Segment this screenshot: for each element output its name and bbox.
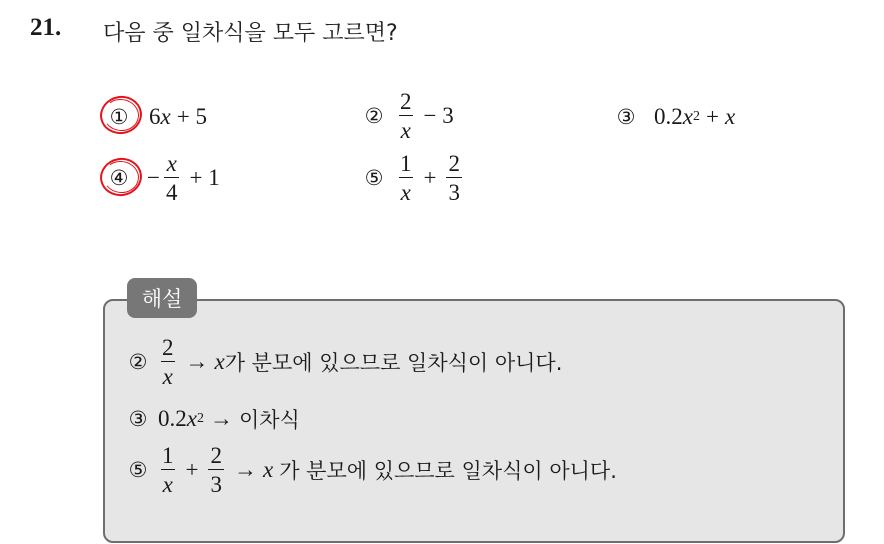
variable: x bbox=[262, 457, 274, 482]
coefficient: 0.2 bbox=[158, 406, 187, 431]
variable: x bbox=[214, 349, 225, 374]
denominator: 4 bbox=[164, 177, 180, 204]
denominator: x bbox=[399, 115, 413, 142]
fraction bbox=[160, 444, 176, 496]
arrow: → bbox=[233, 457, 257, 482]
numerator: 1 bbox=[400, 151, 412, 176]
denominator: x bbox=[161, 469, 175, 496]
arrow: → bbox=[185, 349, 209, 374]
arrow: → bbox=[209, 406, 233, 431]
variable: x bbox=[682, 104, 693, 129]
solution-line-5 bbox=[124, 444, 617, 496]
numerator: 1 bbox=[162, 443, 174, 468]
exponent: 2 bbox=[692, 109, 700, 124]
denominator: 3 bbox=[208, 469, 224, 496]
choice-number: ⑤ bbox=[128, 457, 148, 482]
fraction bbox=[160, 336, 176, 388]
coefficient: 6 bbox=[149, 104, 161, 129]
denominator: x bbox=[399, 177, 413, 204]
coefficient: 0.2 bbox=[654, 104, 683, 129]
fraction bbox=[164, 152, 180, 204]
variable: x bbox=[724, 104, 736, 129]
operator: + bbox=[185, 457, 199, 482]
fraction bbox=[398, 90, 414, 142]
numerator: x bbox=[166, 151, 177, 176]
choice-4[interactable] bbox=[105, 152, 226, 204]
choice-number: ⑤ bbox=[364, 165, 384, 190]
choice-2[interactable] bbox=[360, 90, 460, 142]
denominator: x bbox=[161, 361, 175, 388]
exponent: 2 bbox=[196, 411, 204, 426]
fraction bbox=[398, 152, 414, 204]
question-number: 21. bbox=[30, 14, 62, 41]
term: − 3 bbox=[423, 103, 454, 128]
solution-line-2 bbox=[124, 336, 562, 388]
term: + 1 bbox=[189, 165, 220, 190]
choice-5[interactable] bbox=[360, 152, 466, 204]
numerator: 2 bbox=[162, 335, 174, 360]
choice-number: ② bbox=[128, 349, 148, 374]
fraction bbox=[208, 444, 224, 496]
numerator: 2 bbox=[400, 89, 412, 114]
choice-number: ④ bbox=[109, 165, 129, 190]
operator: + bbox=[705, 104, 719, 129]
choice-number: ① bbox=[109, 104, 129, 129]
denominator: 3 bbox=[446, 177, 462, 204]
solution-tag: 해설 bbox=[127, 278, 197, 318]
numerator: 2 bbox=[210, 443, 222, 468]
numerator: 2 bbox=[448, 151, 460, 176]
choice-number: ② bbox=[364, 103, 384, 128]
operator: + bbox=[423, 165, 437, 190]
choice-1[interactable] bbox=[105, 104, 213, 130]
choice-number: ③ bbox=[128, 406, 148, 431]
fraction bbox=[446, 152, 462, 204]
solution-line-3 bbox=[124, 404, 300, 434]
explanation-text: 가 분모에 있으므로 일차식이 아니다. bbox=[224, 351, 563, 375]
question-text: 다음 중 일차식을 모두 고르면? bbox=[103, 21, 398, 46]
choice-number: ③ bbox=[616, 104, 636, 129]
explanation-text: 이차식 bbox=[238, 408, 300, 432]
choice-3[interactable] bbox=[612, 104, 735, 130]
variable: x bbox=[186, 406, 197, 431]
explanation-text: 가 분모에 있으므로 일차식이 아니다. bbox=[279, 459, 617, 483]
variable: x bbox=[160, 104, 171, 129]
negative-sign: − bbox=[147, 165, 160, 190]
term: + 5 bbox=[176, 104, 207, 129]
